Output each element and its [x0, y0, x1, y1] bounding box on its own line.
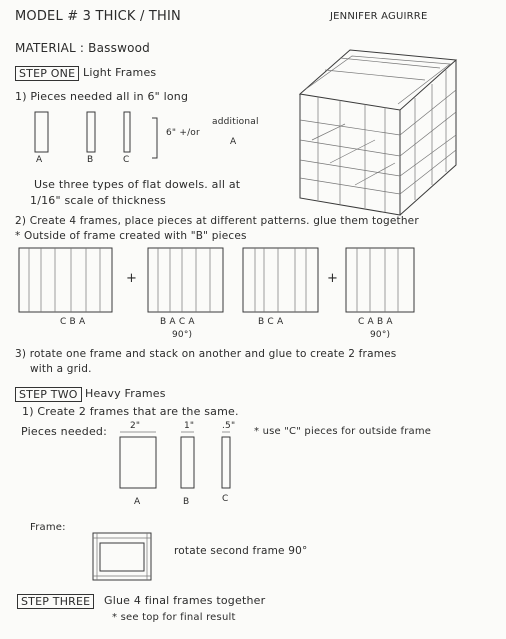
step-one-badge: STEP ONE [15, 66, 79, 81]
size-a: 2" [130, 421, 141, 431]
heavy-frame-sketch [93, 533, 151, 580]
rotate-second-frame-note: rotate second frame 90° [174, 545, 308, 557]
step-three-badge: STEP THREE [17, 594, 94, 609]
heavy-piece-label-b: B [183, 497, 190, 507]
piece-label-c: C [123, 155, 130, 165]
step-two-title: Heavy Frames [85, 387, 166, 400]
step-one-line2: 2) Create 4 frames, place pieces at different patterns. glue them together [15, 215, 419, 227]
cube-sketch [300, 50, 456, 215]
frame2-rotation: 90°) [172, 330, 193, 340]
plus-sign: + [327, 271, 339, 286]
frame3-labels: B C A [258, 317, 284, 327]
step-one-line1: 1) Pieces needed all in 6" long [15, 90, 189, 103]
heavy-piece-label-c: C [222, 494, 229, 504]
frame4-rotation: 90°) [370, 330, 391, 340]
dowels-line1: Use three types of flat dowels. all at [34, 178, 241, 191]
step-three-text: Glue 4 final frames together [104, 594, 266, 607]
step1-pieces [35, 112, 157, 158]
piece-label-a: A [36, 155, 43, 165]
pieces-needed-label: Pieces needed: [21, 425, 108, 438]
heavy-piece-label-a: A [134, 497, 141, 507]
additional-label: A [230, 137, 237, 147]
frame4-labels: C A B A [358, 317, 393, 327]
frame2-labels: B A C A [160, 317, 195, 327]
page-title: MODEL # 3 THICK / THIN [15, 9, 181, 24]
step-three-sub: * see top for final result [112, 612, 236, 623]
piece-label-b: B [87, 155, 94, 165]
material-line: MATERIAL : Basswood [15, 41, 150, 55]
step-one-line3a: 3) rotate one frame and stack on another and glue to create 2 frames [15, 348, 397, 360]
size-b: 1" [184, 421, 195, 431]
outside-frame-note: * use "C" pieces for outside frame [254, 426, 432, 437]
step-one-line2b: * Outside of frame created with "B" pieces [15, 230, 247, 242]
light-frames [19, 248, 414, 312]
step2-pieces [120, 432, 230, 488]
dowels-line2: 1/16" scale of thickness [30, 194, 166, 207]
step-two-badge: STEP TWO [15, 387, 82, 402]
step-one-line3b: with a grid. [30, 363, 92, 375]
dims-note: 6" +/or [166, 128, 200, 138]
step-one-title: Light Frames [83, 66, 157, 79]
frame1-labels: C B A [60, 317, 86, 327]
size-c: .5" [222, 421, 236, 431]
step-two-line1: 1) Create 2 frames that are the same. [22, 405, 239, 418]
additional-note: additional [212, 117, 259, 127]
frame-label: Frame: [30, 522, 66, 533]
author-name: JENNIFER AGUIRRE [330, 11, 428, 22]
plus-sign: + [126, 271, 138, 286]
